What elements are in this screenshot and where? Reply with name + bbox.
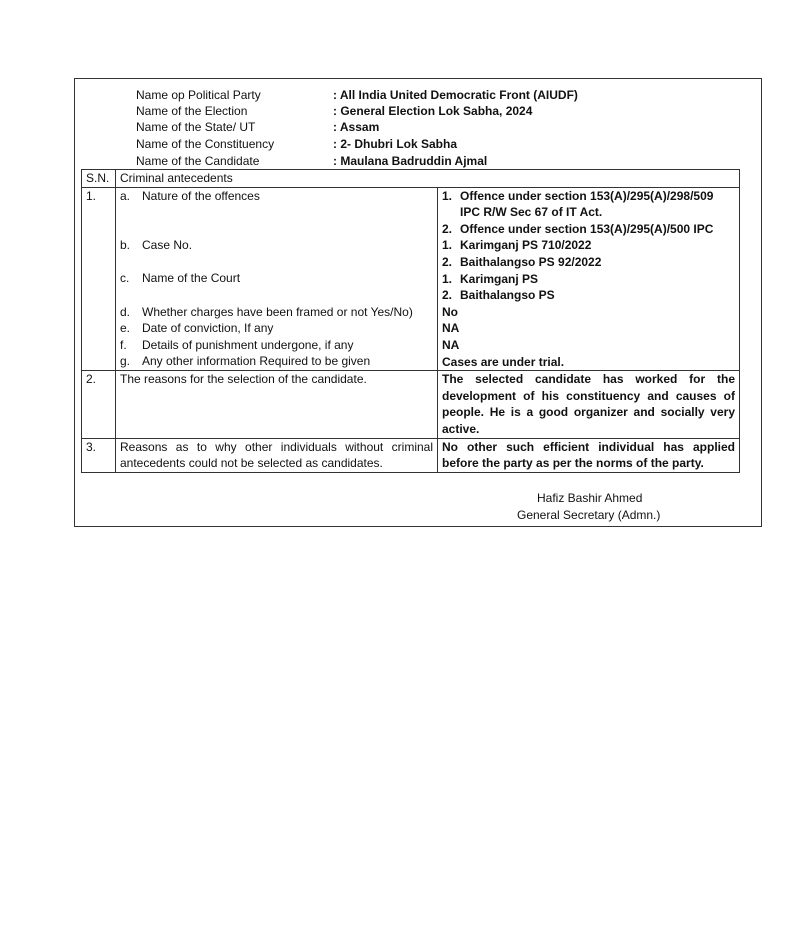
item-g: g. Any other information Required to be given [120, 354, 371, 369]
offence-questions [116, 187, 438, 371]
item-f: f. Details of punishment undergone, if any [120, 337, 354, 352]
row-sn: 1. [82, 187, 116, 371]
charges-framed: No [442, 304, 458, 319]
header-value-constituency: : 2- Dhubri Lok Sabha [333, 137, 458, 151]
item-e: e. Date of conviction, If any [120, 321, 274, 336]
signatory-name: Hafiz Bashir Ahmed [537, 491, 643, 505]
selection-answer: The selected candidate has worked for the development of his constituency and causes of people. He is a good organizer and socially very active. [438, 371, 740, 438]
header-sn: S.N. [82, 170, 116, 188]
item-d: d. Whether charges have been framed or not Yes/No) [120, 304, 413, 319]
header-value-state: : Assam [333, 120, 380, 134]
table-row [82, 371, 740, 438]
table-row [82, 438, 740, 472]
court-2: 2. Baithalangso PS [442, 288, 555, 303]
header-value-election: : General Election Lok Sabha, 2024 [333, 104, 533, 118]
court-1: 1. Karimganj PS [442, 271, 539, 286]
selection-question: The reasons for the selection of the candidate. [116, 371, 438, 438]
header-value-candidate: : Maulana Badruddin Ajmal [333, 154, 488, 168]
table-header-row [82, 170, 740, 188]
item-b: b. Case No. [120, 237, 193, 252]
punishment-details: NA [442, 337, 460, 352]
others-question: Reasons as to why other individuals without criminal antecedents could not be selected as candidates. [116, 438, 438, 472]
row-sn: 2. [82, 371, 116, 438]
header-label-candidate: Name of the Candidate [136, 154, 260, 168]
signatory-title: General Secretary (Admn.) [517, 508, 661, 522]
offence-answers [438, 187, 740, 371]
case-1: 1. Karimganj PS 710/2022 [442, 238, 592, 253]
case-2: 2. Baithalangso PS 92/2022 [442, 254, 602, 269]
header-label-state: Name of the State/ UT [136, 120, 256, 134]
offence-2: 2. Offence under section 153(A)/295(A)/500 IPC [442, 221, 714, 236]
antecedents-table [81, 169, 740, 473]
header-title: Criminal antecedents [116, 170, 740, 188]
other-information: Cases are under trial. [442, 354, 565, 369]
row-sn: 3. [82, 438, 116, 472]
header-label-election: Name of the Election [136, 104, 248, 118]
item-c: c. Name of the Court [120, 270, 241, 285]
offence-1: 1. Offence under section 153(A)/295(A)/298/509 [442, 188, 714, 203]
table-row [82, 187, 740, 371]
header-label-constituency: Name of the Constituency [136, 137, 275, 151]
offence-1-cont: IPC R/W Sec 67 of IT Act. [460, 205, 603, 220]
conviction-date: NA [442, 321, 460, 336]
header-label-party: Name op Political Party [136, 88, 261, 102]
disclosure-document [74, 78, 762, 527]
header-value-party: : All India United Democratic Front (AIUDF) [333, 88, 578, 102]
others-answer: No other such efficient individual has applied before the party as per the norms of the party. [438, 438, 740, 472]
item-a: a. Nature of the offences [120, 188, 260, 203]
